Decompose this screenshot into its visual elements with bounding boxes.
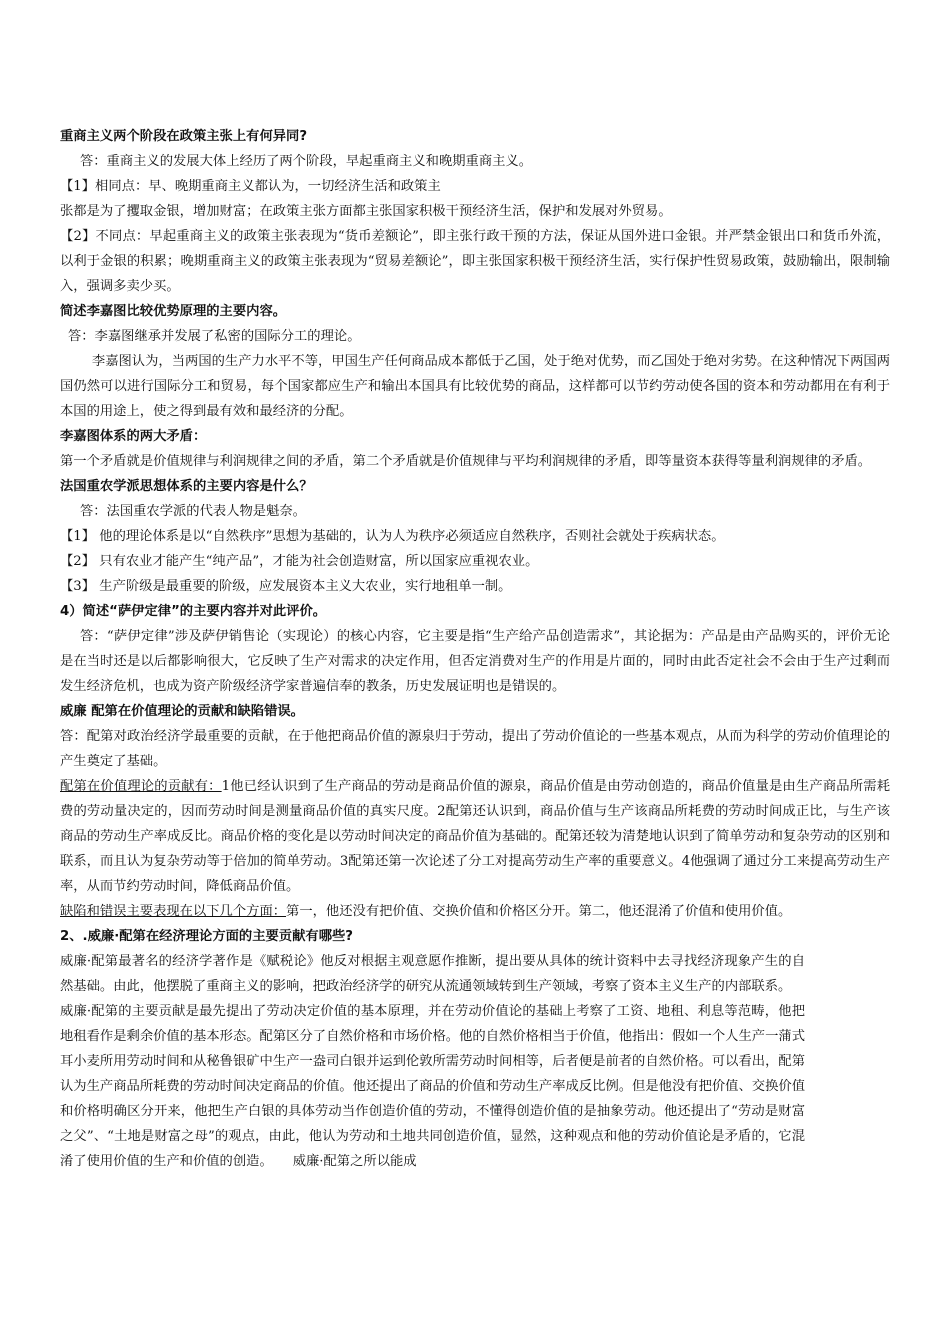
paragraph: 答：配第对政治经济学最重要的贡献，在于他把商品价值的源泉归于劳动，提出了劳动价值论的一些基本观点，从而为科学的劳动价值理论的产生奠定了基础。 (60, 729, 890, 769)
paragraph: 第一个矛盾就是价值规律与利润规律之间的矛盾，第二个矛盾就是价值规律与平均利润规律的矛盾，即等量资本获得等量利润规律的矛盾。 (60, 454, 872, 469)
paragraph: 答：“萨伊定律”涉及萨伊销售论（实现论）的核心内容，它主要是指“生产给产品创造需求”，其论据为：产品是由产品购买的，评价无论是在当时还是以后都影响很大，它反映了生产对需求的决定作用，但否定消费对生产的作用是片面的，同时由此否定社会不会由于生产过剩而发生经济危机，也成为资产阶级经济学家普遍信奉的教条，历史发展证明也是错误的。 (60, 629, 890, 694)
underlined-label: 缺陷和错误主要表现在以下几个方面： (60, 904, 287, 919)
section-title-ricardo-contradictions: 李嘉图体系的两大矛盾： (60, 429, 207, 444)
list-item: 【2】 只有农业才能产生“纯产品”，才能为社会创造财富，所以国家应重视农业。 (60, 554, 539, 569)
paragraph: 答：法国重农学派的代表人物是魁奈。 (79, 504, 306, 519)
paragraph: 威廉·配第的主要贡献是最先提出了劳动决定价值的基本原理，并在劳动价值论的基础上考察了工资、地租、利息等范畴，他把地租看作是剩余价值的基本形态。配第区分了自然价格和市场价格。他的自然价格相当于价值，他指出：假如一个人生产一蒲式耳小麦所用劳动时间和从秘鲁银矿中生产一盎司白银并运到伦敦所需劳动时间相等，后者便是前者的自然价格。可以看出，配第认为生产商品所耗费的劳动时间决定商品的价值。他还提出了商品的价值和劳动生产率成反比例。但是他没有把价值、交换价值和价格明确区分开来，他把生产白银的具体劳动当作创造价值的劳动，不懂得创造价值的是抽象劳动。他还提出了“劳动是财富之父”、“土地是财富之母”的观点，由此，他认为劳动和土地共同创造价值，显然，这种观点和他的劳动价值论是矛盾的，它混淆了使用价值的生产和价值的创造。 威廉·配第之所以能成 (60, 1004, 805, 1169)
paragraph (60, 774, 890, 899)
paragraph: 答：重商主义的发展大体上经历了两个阶段，早起重商主义和晚期重商主义。 (79, 154, 533, 169)
list-item: 【1】 他的理论体系是以“自然秩序”思想为基础的，认为人为秩序必须适应自然秩序，否则社会就处于疾病状态。 (60, 529, 725, 544)
list-item: 【3】 生产阶级是最重要的阶级，应发展资本主义大农业，实行地租单一制。 (60, 579, 512, 594)
document-page (60, 124, 890, 1174)
section-title-petty-contributions: 2、.威廉·配第在经济理论方面的主要贡献有哪些? (60, 929, 354, 944)
paragraph: 答：李嘉图继承并发展了私密的国际分工的理论。 (67, 329, 361, 344)
paragraph-text: 1他已经认识到了生产商品的劳动是商品价值的源泉，商品价值是由劳动创造的，商品价值量是由生产商品所需耗费的劳动量决定的，因而劳动时间是测量商品价值的真实尺度。2配第还认识到，商品价值与生产该商品所耗费的劳动时间成正比，与生产该商品的劳动生产率成反比。商品价格的变化是以劳动时间决定的商品价值为基础的。配第还较为清楚地认识到了简单劳动和复杂劳动的区别和联系，而且认为复杂劳动等于倍加的简单劳动。3配第还第一次论述了分工对提高劳动生产率的重要意义。4他强调了通过分工来提高劳动生产率，从而节约劳动时间，降低商品价值。 (60, 779, 891, 894)
paragraph-text: 第一，他还没有把价值、交换价值和价格区分开。第二，他还混淆了价值和使用价值。 (286, 904, 792, 919)
paragraph (60, 899, 890, 924)
section-title-mercantilism: 重商主义两个阶段在政策主张上有何异同? (60, 129, 308, 144)
paragraph: 【1】相同点：早、晚期重商主义都认为，一切经济生活和政策主 (60, 179, 441, 194)
paragraph: 李嘉图认为，当两国的生产力水平不等，甲国生产任何商品成本都低于乙国，处于绝对优势，而乙国处于绝对劣势。在这种情况下两国两国仍然可以进行国际分工和贸易，每个国家都应生产和输出本国具有比较优势的商品，这样都可以节约劳动使各国的资本和劳动都用在有利于本国的用途上，使之得到最有效和最经济的分配。 (60, 354, 890, 419)
paragraph: 威廉·配第最著名的经济学著作是《赋税论》他反对根据主观意愿作推断，提出要从具体的统计资料中去寻找经济现象产生的自然基础。由此，他摆脱了重商主义的影响，把政治经济学的研究从流通领域转到生产领域，考察了资本主义生产的内部联系。 (60, 954, 805, 994)
section-title-physiocrats: 法国重农学派思想体系的主要内容是什么？ (60, 479, 313, 494)
section-title-ricardo-advantage: 简述李嘉图比较优势原理的主要内容。 (60, 304, 287, 319)
paragraph: 张都是为了攫取金银，增加财富；在政策主张方面都主张国家积极干预经济生活，保护和发展对外贸易。 (60, 204, 672, 219)
underlined-label: 配第在价值理论的贡献有： (60, 779, 222, 794)
section-title-petty-value: 威廉 配第在价值理论的贡献和缺陷错误。 (60, 704, 304, 719)
section-title-say-law: 4）简述“萨伊定律”的主要内容并对此评价。 (60, 604, 327, 619)
paragraph: 【2】不同点：早起重商主义的政策主张表现为“货币差额论”，即主张行政干预的方法，保证从国外进口金银。并严禁金银出口和货币外流，以利于金银的积累；晚期重商主义的政策主张表现为“贸易差额论”，即主张国家积极干预经济生活，实行保护性贸易政策，鼓励输出，限制输入，强调多卖少买。 (60, 229, 890, 294)
